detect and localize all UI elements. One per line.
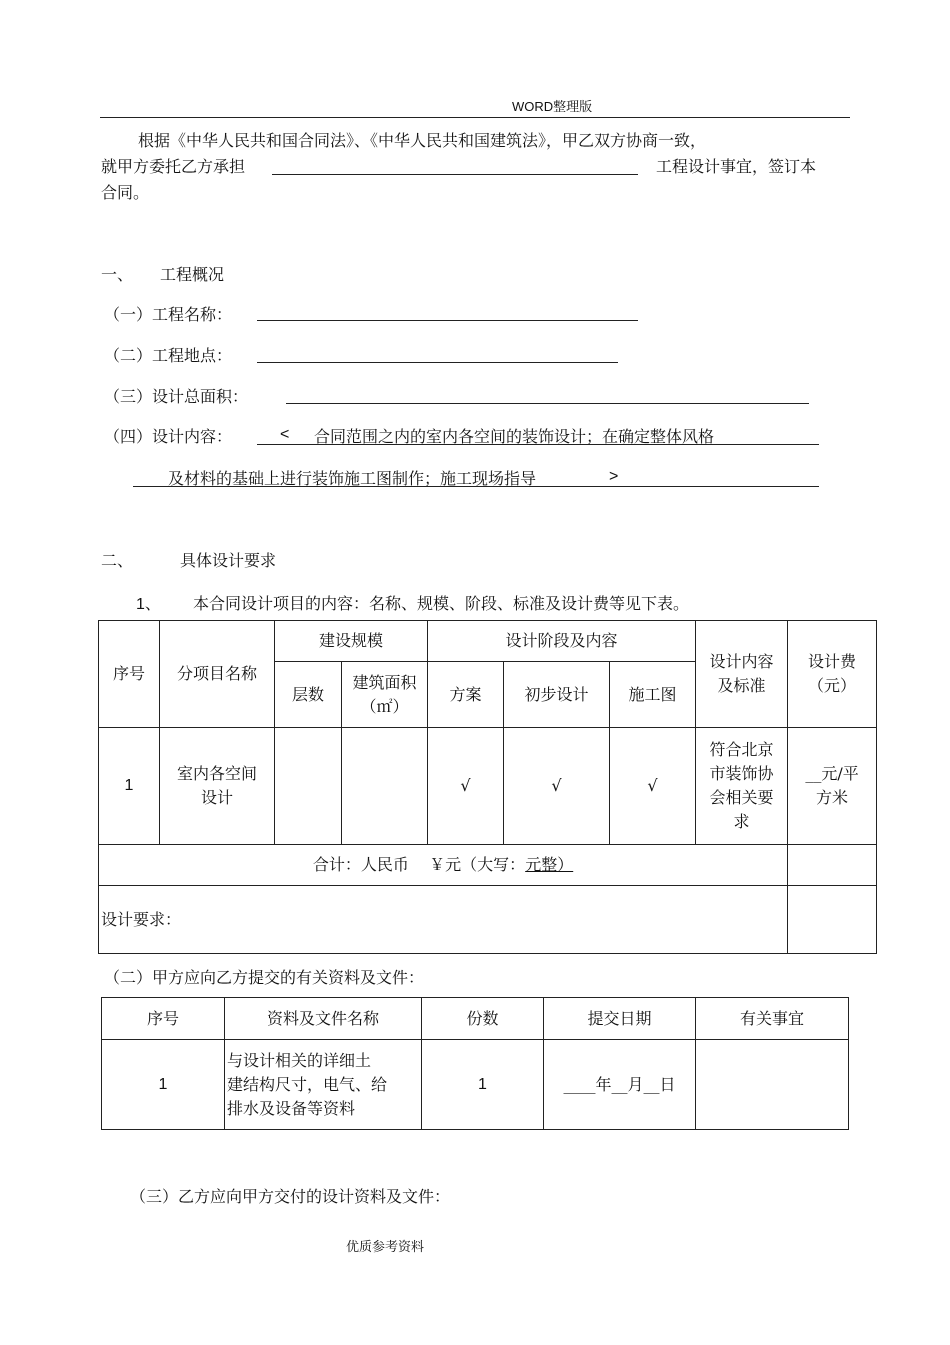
r1-fee-line-2: 方米 xyxy=(816,788,849,807)
project-name-label: （一）工程名称： xyxy=(104,305,233,324)
t2-r1-submit-date: ____年__月__日 xyxy=(544,1040,696,1130)
r1-content-line-3: 会相关要 xyxy=(709,788,774,807)
total-amount: ￥元（大写： xyxy=(429,855,526,874)
th-construction: 施工图 xyxy=(610,662,696,728)
documents-table xyxy=(101,997,849,1130)
t2-r1-copies: 1 xyxy=(422,1040,544,1130)
th-design-content-line-2: 及标准 xyxy=(717,676,766,695)
section3-heading: （三）乙方应向甲方交付的设计资料及文件： xyxy=(130,1187,451,1206)
r1-fee-line-1: __元/平 xyxy=(805,764,859,783)
th-scheme: 方案 xyxy=(428,662,504,728)
section2-number: 二、 xyxy=(101,551,134,570)
project-location-label: （二）工程地点： xyxy=(104,346,233,365)
total-fee-cell xyxy=(788,845,877,886)
design-items-table xyxy=(98,620,877,954)
r1-content-line-1: 符合北京 xyxy=(709,740,774,759)
r1-seq: 1 xyxy=(99,728,160,845)
th-item-name: 分项目名称 xyxy=(160,621,275,728)
design-content-open-bracket: < xyxy=(280,426,290,443)
r1-scheme-check: √ xyxy=(428,728,504,845)
total-area-underline xyxy=(286,403,809,404)
r1-preliminary-check: √ xyxy=(504,728,610,845)
r1-floors xyxy=(275,728,342,845)
th-design-content xyxy=(696,621,788,728)
t2-th-doc-name: 资料及文件名称 xyxy=(225,998,422,1040)
t2-th-seq: 序号 xyxy=(102,998,225,1040)
t2-th-submit-date: 提交日期 xyxy=(544,998,696,1040)
page-header-title: WORD整理版 xyxy=(512,99,593,114)
t2-r1-doc-line-1: 与设计相关的详细土 xyxy=(227,1050,372,1070)
r1-construction-check: √ xyxy=(610,728,696,845)
design-content-text-2: 及材料的基础上进行装饰施工图制作；施工现场指导 xyxy=(168,469,537,488)
section2b-heading: （二）甲方应向乙方提交的有关资料及文件： xyxy=(104,968,425,987)
th-floor-area xyxy=(342,662,428,728)
design-content-text-1: 合同范围之内的室内各空间的装饰设计；在确定整体风格 xyxy=(314,427,715,446)
t2-r1-doc-line-3: 排水及设备等资料 xyxy=(227,1098,356,1118)
t2-r1-doc-line-2: 建结构尺寸，电气、给 xyxy=(227,1074,388,1094)
r1-floor-area xyxy=(342,728,428,845)
header-rule xyxy=(100,117,850,118)
section2-sub1-number: 1、 xyxy=(136,596,161,613)
total-cell xyxy=(99,845,788,886)
table-row xyxy=(99,728,877,845)
th-preliminary: 初步设计 xyxy=(504,662,610,728)
project-blank-underline xyxy=(272,174,638,175)
th-floor-area-line-1: 建筑面积 xyxy=(352,672,417,692)
th-design-stage: 设计阶段及内容 xyxy=(428,621,696,662)
intro-line-2-suffix: 工程设计事宜，签订本 xyxy=(656,157,817,176)
section2-heading: 具体设计要求 xyxy=(180,551,277,570)
r1-design-content xyxy=(696,728,788,845)
th-design-content-line-1: 设计内容 xyxy=(709,652,774,671)
design-requirements-cell xyxy=(99,886,788,954)
page-footer: 优质参考资料 xyxy=(346,1239,425,1254)
r1-content-line-4: 求 xyxy=(733,812,750,831)
total-area-label: （三）设计总面积： xyxy=(104,387,249,406)
design-requirements-label: 设计要求： xyxy=(101,909,182,929)
project-name-underline xyxy=(257,320,638,321)
r1-content-line-2: 市装饰协 xyxy=(709,764,774,783)
r1-item-name-line-2: 设计 xyxy=(200,788,233,807)
design-content-underline-1 xyxy=(257,444,819,445)
r1-item-name xyxy=(160,728,275,845)
section1-number: 一、 xyxy=(101,265,134,284)
design-content-underline-2 xyxy=(133,486,819,487)
intro-line-2-prefix: 就甲方委托乙方承担 xyxy=(101,157,246,176)
table-row-requirements xyxy=(99,886,877,954)
th-design-fee-line-2: （元） xyxy=(808,676,857,695)
total-prefix: 合计：人民币 xyxy=(312,855,409,874)
design-requirements-fee-cell xyxy=(788,886,877,954)
intro-line-3: 合同。 xyxy=(101,183,150,202)
th-design-fee xyxy=(788,621,877,728)
table-row-total xyxy=(99,845,877,886)
total-in-words: 元整） xyxy=(525,855,574,874)
r1-design-fee xyxy=(788,728,877,845)
t2-r1-doc-name xyxy=(225,1040,422,1130)
th-build-scale: 建设规模 xyxy=(275,621,428,662)
th-floor-area-line-2: （㎡） xyxy=(360,696,409,716)
table-row xyxy=(102,1040,849,1130)
th-design-fee-line-1: 设计费 xyxy=(808,652,857,671)
intro-line-1: 根据《中华人民共和国合同法》、《中华人民共和国建筑法》，甲乙双方协商一致， xyxy=(138,131,707,150)
project-location-underline xyxy=(257,362,618,363)
t2-r1-seq: 1 xyxy=(102,1040,225,1130)
design-content-close-bracket: > xyxy=(609,468,619,485)
t2-th-copies: 份数 xyxy=(422,998,544,1040)
r1-item-name-line-1: 室内各空间 xyxy=(176,764,257,783)
section2-sub1-text: 本合同设计项目的内容：名称、规模、阶段、标准及设计费等见下表。 xyxy=(193,594,690,613)
th-floors: 层数 xyxy=(275,662,342,728)
t2-th-notes: 有关事宜 xyxy=(696,998,849,1040)
th-seq: 序号 xyxy=(99,621,160,728)
section1-heading: 工程概况 xyxy=(160,265,225,284)
t2-r1-notes xyxy=(696,1040,849,1130)
design-content-label: （四）设计内容： xyxy=(104,427,233,446)
